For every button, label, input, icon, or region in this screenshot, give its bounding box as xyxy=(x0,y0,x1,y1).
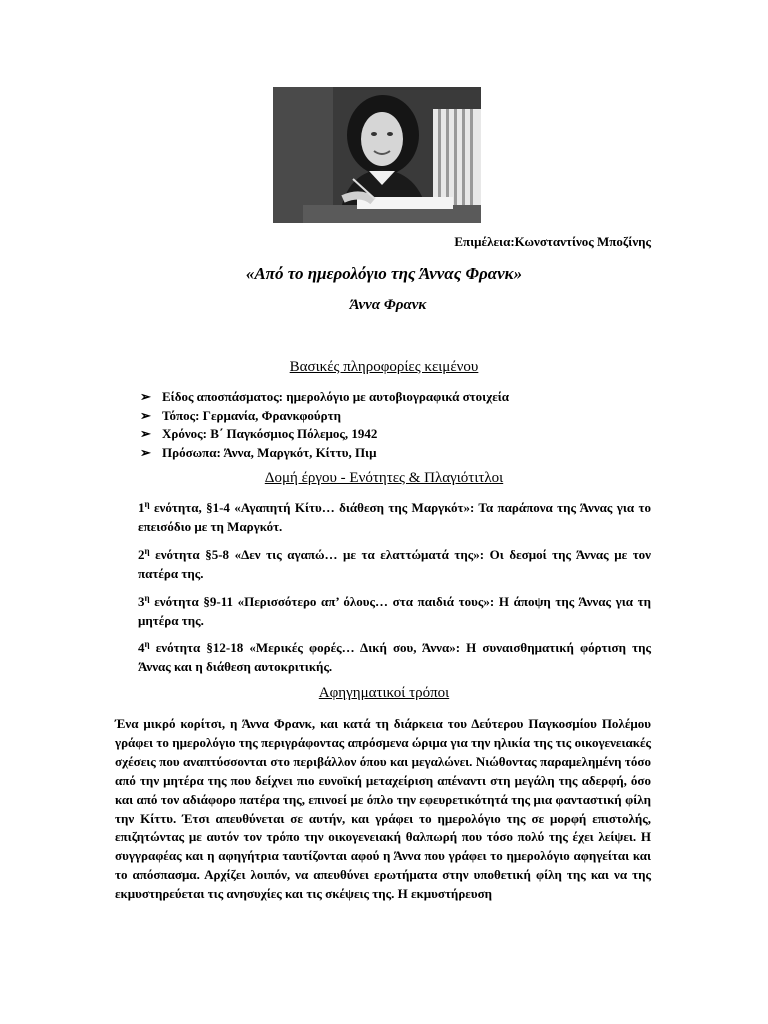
section-summary xyxy=(138,546,651,583)
section-number: 1 xyxy=(138,500,145,515)
narrative-heading: Αφηγηματικοί τρόποι xyxy=(318,685,450,701)
section-number-suffix: η xyxy=(144,499,150,509)
arrow-bullet-icon: ➢ xyxy=(140,389,151,404)
arrow-bullet-icon: ➢ xyxy=(140,407,151,423)
list-item-text: Χρόνος: Β΄ Παγκόσμιος Πόλεμος, 1942 xyxy=(162,426,378,441)
document-title: «Από το ημερολόγιο της Άννας Φρανκ» xyxy=(245,264,523,283)
section-number-suffix: η xyxy=(144,546,150,556)
editor-credit: Επιμέλεια:Κωνσταντίνος Μποζίνης xyxy=(454,234,651,249)
section-summary xyxy=(138,499,651,536)
section-text: ενότητα §5-8 «Δεν τις αγαπώ… με τα ελαττώματά της»: Οι δεσμοί της Άννας με τον πατέρα της. xyxy=(138,547,651,581)
narrative-paragraph: Ένα μικρό κορίτσι, η Άννα Φρανκ, και κατά τη διάρκεια του Δεύτερου Παγκοσμίου Πολέμου γράφει το ημερολόγιο της περιγράφοντας απρόσμενα ώριμα για την ηλικία της τις οικογενειακές σχέσεις που αναπτύσσονται στο περιβάλλον όπου και μεγαλώνει. Νιώθοντας παραμελημένη τόσο από την μητέρα της που δείχνει πιο ευνοϊκή μεταχείριση απέναντι στη μεγάλη της αδερφή, όσο και από τον αδιάφορο πατέρα της, επινοεί με όπλο την εφευρετικότητά της μια φανταστική φίλη την Κίττυ. Έτσι απευθύνεται σε αυτήν, και γράφει το ημερολόγιο της σε μορφή επιστολής, επιζητώντας με αυτόν τον τρόπο την οικογενειακή θαλπωρή που τόσο πολύ της έχει λείψει. Η συγγραφέας και η αφηγήτρια ταυτίζονται αφού η Άννα που γράφει το ημερολόγιο αφηγείται και το απόσπασμα. Αρχίζει λοιπόν, να απευθύνει ερωτήματα στην υποθετική φίλη της και να της εκμυστηρεύεται τις ανησυχίες και τις σκέψεις της. Η εκμυστήρευση xyxy=(115,716,651,902)
portrait-illustration xyxy=(273,87,481,223)
list-item-text: Τόπος: Γερμανία, Φρανκφούρτη xyxy=(162,407,342,423)
list-item xyxy=(140,388,509,407)
section-text: ενότητα §9-11 «Περισσότερο απ’ όλους… στα παιδιά τους»: Η άποψη της Άννας για τη μητέρα της. xyxy=(138,594,651,628)
section-text: ενότητα, §1-4 «Αγαπητή Κίτυ… διάθεση της Μαργκότ»: Τα παράπονα της Άννας για το επεισόδιο με τη Μαργκότ. xyxy=(138,500,651,534)
arrow-bullet-icon: ➢ xyxy=(140,444,151,460)
section-number: 3 xyxy=(138,594,145,609)
section-number: 4 xyxy=(138,640,145,655)
arrow-bullet-icon: ➢ xyxy=(140,426,151,441)
section-number-suffix: η xyxy=(144,593,150,603)
section-summary xyxy=(138,593,651,630)
list-item xyxy=(140,407,509,426)
section-number-suffix: η xyxy=(144,639,150,649)
section-number: 2 xyxy=(138,547,145,562)
structure-heading: Δομή έργου - Ενότητες & Πλαγιότιτλοι xyxy=(264,470,504,486)
list-item xyxy=(140,444,509,463)
basic-info-list xyxy=(140,388,509,462)
list-item xyxy=(140,425,509,444)
basic-info-heading: Βασικές πληροφορίες κειμένου xyxy=(289,359,479,375)
author-name: Άννα Φρανκ xyxy=(349,297,427,313)
portrait-photo xyxy=(273,87,481,223)
list-item-text: Είδος αποσπάσματος: ημερολόγιο με αυτοβιογραφικά στοιχεία xyxy=(162,389,510,404)
section-text: ενότητα §12-18 «Μερικές φορές… Δική σου, Άννα»: Η συναισθηματική φόρτιση της Άννας και η διάθεση αυτοκριτικής. xyxy=(138,640,651,674)
list-item-text: Πρόσωπα: Άννα, Μαργκότ, Κίττυ, Πιμ xyxy=(162,444,377,460)
section-summary xyxy=(138,639,651,676)
